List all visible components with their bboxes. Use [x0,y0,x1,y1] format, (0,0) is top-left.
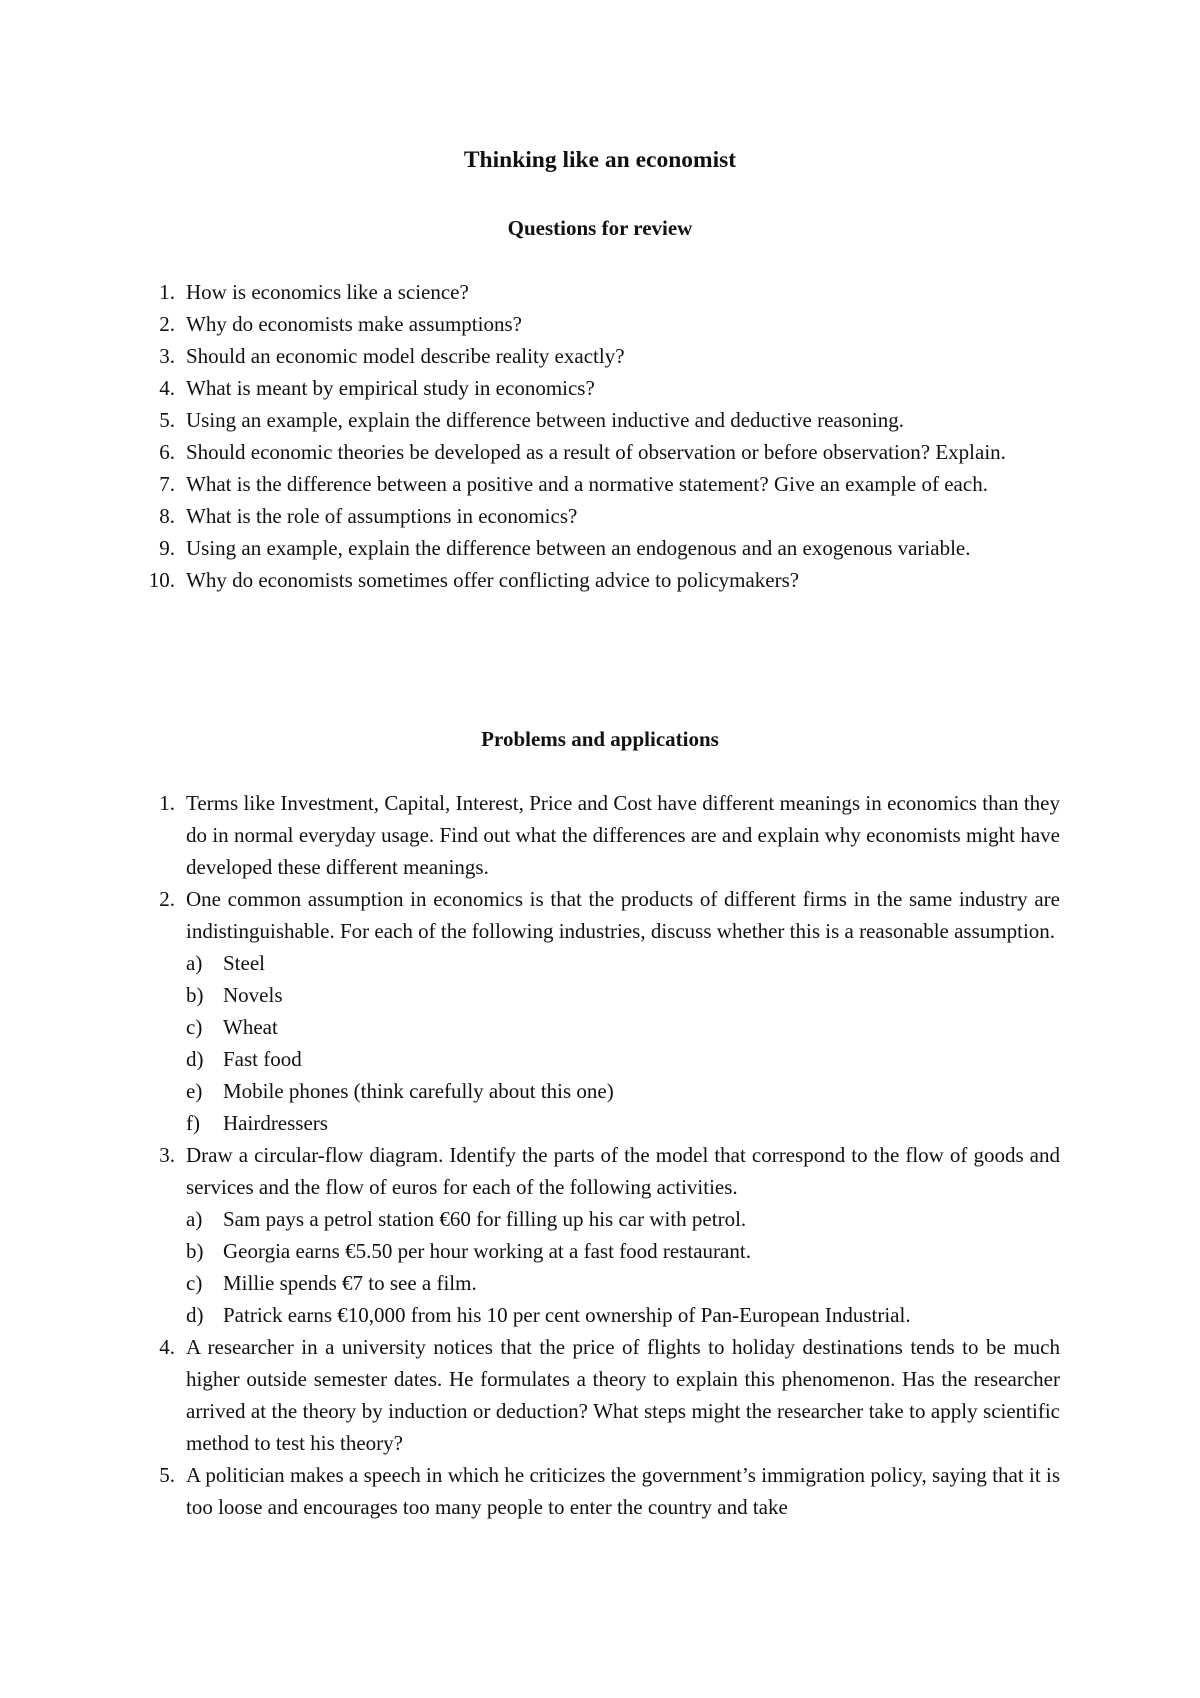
sublist-item [186,1107,1060,1139]
sublist-label: d) [186,1047,204,1071]
problem-number: 5. [159,1463,175,1487]
document-title: Thinking like an economist [463,147,737,173]
question-text: Using an example, explain the difference between an endogenous and an exogenous variable. [186,536,971,560]
question-text: Should economic theories be developed as a result of observation or before observation? Explain. [186,440,1006,464]
problem-number: 4. [159,1335,175,1359]
sublist-label: c) [186,1015,203,1039]
problem-item [145,1331,1060,1459]
problem-number: 2. [159,887,175,911]
question-number: 10. [148,568,175,592]
sublist-label: d) [186,1303,204,1327]
sublist-label: e) [186,1079,203,1103]
question-number: 1. [159,280,175,304]
question-text: Why do economists make assumptions? [186,312,522,336]
problem-item [145,787,1060,883]
review-question [145,564,1060,596]
sublist-text: Novels [223,983,283,1007]
review-question-list [145,276,1060,596]
sublist-text: Hairdressers [223,1111,328,1135]
review-question [145,340,1060,372]
sublist-text: Wheat [223,1015,278,1039]
problem-item [145,1459,1060,1523]
sublist-text: Steel [223,951,265,975]
question-text: What is meant by empirical study in economics? [186,376,595,400]
question-number: 9. [159,536,175,560]
activity-sublist [186,1203,1060,1331]
problem-text: Draw a circular-flow diagram. Identify the parts of the model that correspond to the flow of goods and services and the flow of euros for each of the following activities. [186,1143,1060,1199]
industry-sublist [186,947,1060,1139]
sublist-item [186,1075,1060,1107]
problem-item [145,1139,1060,1331]
problem-item [145,883,1060,1139]
sublist-text: Sam pays a petrol station €60 for filling up his car with petrol. [223,1207,747,1231]
problem-number: 1. [159,791,175,815]
sublist-text: Patrick earns €10,000 from his 10 per cent ownership of Pan-European Industrial. [223,1303,911,1327]
problem-text: A researcher in a university notices that the price of flights to holiday destinations tends to be much higher outside semester dates. He formulates a theory to explain this phenomenon. Has the researcher arrived at the theory by induction or deduction? What steps might the researcher take to apply scientific method to test his theory? [186,1335,1060,1455]
question-text: Why do economists sometimes offer conflicting advice to policymakers? [186,568,800,592]
review-question [145,532,1060,564]
sublist-item [186,1267,1060,1299]
problem-number: 3. [159,1143,175,1167]
sublist-text: Georgia earns €5.50 per hour working at a fast food restaurant. [223,1239,751,1263]
sublist-item [186,1299,1060,1331]
problem-text: One common assumption in economics is that the products of different firms in the same industry are indistinguishable. For each of the following industries, discuss whether this is a reasonable assumption. [186,887,1060,943]
review-question [145,404,1060,436]
question-text: What is the difference between a positive and a normative statement? Give an example of each. [186,472,988,496]
sublist-item [186,979,1060,1011]
review-question [145,372,1060,404]
problems-list [145,787,1060,1523]
question-number: 2. [159,312,175,336]
sublist-text: Mobile phones (think carefully about this one) [223,1079,614,1103]
question-number: 7. [159,472,175,496]
question-number: 6. [159,440,175,464]
question-number: 3. [159,344,175,368]
question-number: 5. [159,408,175,432]
sublist-text: Millie spends €7 to see a film. [223,1271,477,1295]
sublist-label: a) [186,1207,203,1231]
review-question [145,308,1060,340]
question-text: Should an economic model describe reality exactly? [186,344,625,368]
sublist-label: a) [186,951,203,975]
sublist-item [186,1203,1060,1235]
sublist-label: b) [186,1239,204,1263]
question-text: How is economics like a science? [186,280,469,304]
question-text: Using an example, explain the difference between inductive and deductive reasoning. [186,408,905,432]
review-question [145,500,1060,532]
sublist-item [186,1043,1060,1075]
sublist-text: Fast food [223,1047,302,1071]
review-heading: Questions for review [507,216,693,240]
sublist-item [186,947,1060,979]
problems-heading: Problems and applications [481,727,719,751]
review-question [145,436,1060,468]
sublist-item [186,1011,1060,1043]
sublist-label: f) [186,1111,200,1135]
problem-text: Terms like Investment, Capital, Interest, Price and Cost have different meanings in economics than they do in normal everyday usage. Find out what the differences are and explain why economists might have developed these different meanings. [186,791,1060,879]
sublist-item [186,1235,1060,1267]
question-text: What is the role of assumptions in economics? [186,504,578,528]
review-question [145,468,1060,500]
question-number: 8. [159,504,175,528]
question-number: 4. [159,376,175,400]
sublist-label: c) [186,1271,203,1295]
review-question [145,276,1060,308]
problem-text: A politician makes a speech in which he criticizes the government’s immigration policy, saying that it is too loose and encourages too many people to enter the country and take [186,1463,1060,1519]
sublist-label: b) [186,983,204,1007]
